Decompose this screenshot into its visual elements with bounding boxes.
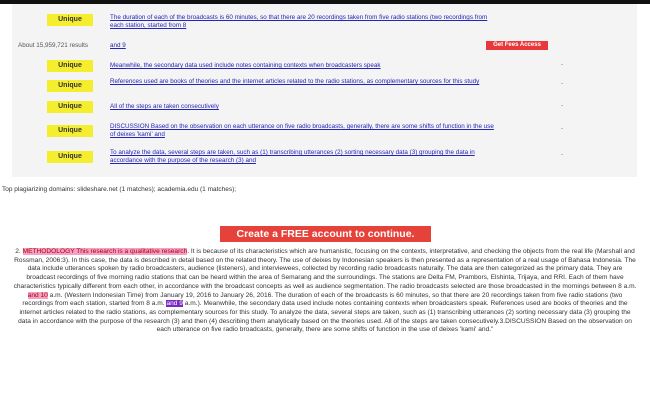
- get-access-button[interactable]: Get Fees Access: [486, 41, 548, 50]
- row-marker: -: [561, 152, 563, 158]
- matches-panel: [12, 4, 637, 177]
- match-link[interactable]: Meanwhile, the secondary data used include notes containing contexts when broadcasters speak: [110, 62, 381, 69]
- unique-badge: Unique: [47, 101, 93, 113]
- unique-badge: Unique: [47, 80, 93, 92]
- highlight-and-9: and 9: [166, 300, 183, 308]
- create-account-button[interactable]: Create a FREE account to continue.: [220, 226, 431, 242]
- top-domains: Top plagiarizing domains: slideshare.net (1 matches); academia.edu (1 matches);: [2, 186, 237, 193]
- unique-badge: Unique: [47, 125, 93, 137]
- row-marker: -: [561, 103, 563, 109]
- source-text: [13, 248, 637, 335]
- match-link[interactable]: The duration of each of the broadcasts is 60 minutes, so that there are 20 recordings taken from five radio stations (two recordings from each station, started from 8: [110, 14, 488, 30]
- highlight-methodology: METHODOLOGY This research is a qualitative research: [22, 248, 188, 255]
- text-segment: a.m.). Meanwhile, the secondary data used include notes containing contexts when broadcasters speak. References used are books of theories and the internet articles related to the radio stations, as complementary sources for this study. To analyze the data, several steps are taken, such as (1) transcribing utterances (2) sorting necessary data (3) grouping the data in accordance with the purpose of the research (3) and then (4) describing them analytically based on the theories used. All of the steps are taken consecutively.3.DISCUSSION Based on the observation on each utterance on five radio broadcasts, generally, there are some shifts of function in the use of deixes 'kami' and.": [18, 300, 632, 334]
- match-link[interactable]: DISCUSSION Based on the observation on each utterance on five radio broadcasts, generally, there are some shifts of function in the use of deixes 'kami' and: [110, 123, 494, 139]
- results-count: About 15,959,721 results: [18, 42, 89, 49]
- text-segment: . It is because of its characteristics which are humanistic, focusing on the contexts, interpretative, and checking the objects from the real life (Marshall and Rossman, 2006:3). In this case, the data is described in detail based on the related theory. The use of deixes by Indonesian speakers is then presented as a representation of a real usage of Bahasa Indonesia. The data include utterances spoken by radio broadcasters, audience (listeners), and interviewees, collected by recording radio broadcasts naturally. The data are then categorized as the primary data. They are broadcast recordings of five morning radio stations that can be heard within the area of Semarang and the surroundings. The stations are Delta FM, Prambors, Elshinta, Trijaya, and RRI. Each of them have characteristics typically different from each other, in accordance with the broadcast concepts as well as audience segmentation. The radio broadcasts selected are those broadcasted in the mornings between 8 a.m.: [13, 248, 637, 290]
- text-segment: a.m. (Western Indonesian Time) from January 19, 2016 to January 26, 2016. The duration of each of the broadcasts is 60 minutes, so that there are 20 recordings taken from five radio stations (two recordings from each station, started from 8 a.m.: [22, 291, 623, 308]
- unique-badge: Unique: [47, 14, 93, 26]
- match-link[interactable]: To analyze the data, several steps are taken, such as (1) transcribing utterances (2) sorting necessary data (3) grouping the data in accordance with the purpose of the research (3) and: [110, 149, 475, 165]
- match-link[interactable]: and 9: [110, 42, 126, 49]
- row-marker: -: [561, 62, 563, 68]
- row-marker: -: [561, 81, 563, 87]
- match-link[interactable]: All of the steps are taken consecutively: [110, 103, 219, 110]
- match-link[interactable]: References used are books of theories and the internet articles related to the radio stations, as complementary sources for this study: [110, 78, 480, 85]
- highlight-and-10: and 10: [27, 291, 48, 299]
- text-segment: 2.: [15, 248, 23, 255]
- unique-badge: Unique: [47, 60, 93, 72]
- row-marker: -: [561, 126, 563, 132]
- unique-badge: Unique: [47, 151, 93, 163]
